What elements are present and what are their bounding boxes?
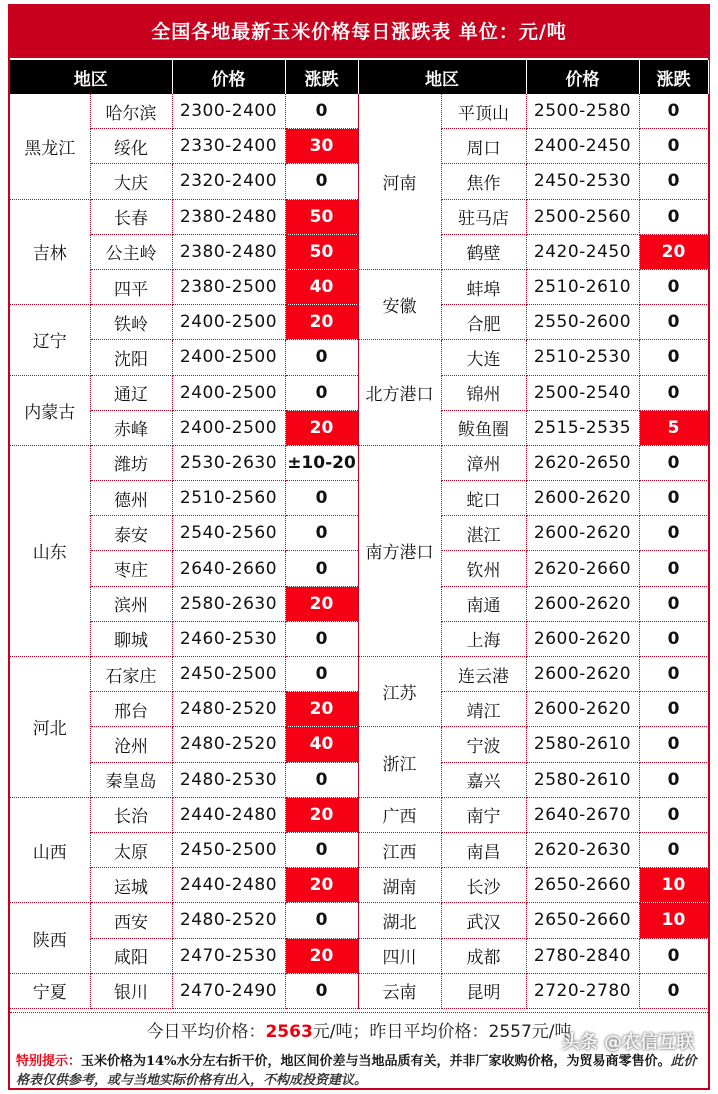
city-cell: 德州 (90, 481, 172, 516)
change-cell: 40 (285, 269, 358, 304)
change-cell: 0 (639, 305, 708, 340)
city-cell: 武汉 (441, 903, 526, 938)
price-cell: 2780-2840 (526, 938, 639, 973)
region-cell: 云南 (358, 973, 441, 1008)
region-cell: 湖北 (358, 903, 441, 938)
table-row (10, 94, 708, 129)
table-header (10, 60, 708, 94)
table-row (10, 657, 708, 692)
table-row (10, 938, 708, 973)
page-title: 全国各地最新玉米价格每日涨跌表 单位：元/吨 (10, 6, 708, 58)
table-row (10, 269, 708, 304)
price-cell: 2600-2620 (526, 586, 639, 621)
table-row (10, 797, 708, 832)
city-cell: 驻马店 (441, 199, 526, 234)
region-cell: 河北 (10, 657, 90, 798)
city-cell: 漳州 (441, 445, 526, 480)
change-cell: 20 (285, 868, 358, 903)
price-cell: 2530-2630 (172, 445, 285, 480)
city-cell: 昆明 (441, 973, 526, 1008)
price-cell: 2720-2780 (526, 973, 639, 1008)
today-avg-label: 今日平均价格： (146, 1022, 266, 1042)
change-cell: 50 (285, 199, 358, 234)
change-cell: 0 (285, 516, 358, 551)
region-cell: 江西 (358, 832, 441, 867)
table-row (10, 868, 708, 903)
note-disclaimer: 此价格表仅供参考，或与当地实际价格有出入，不构成投资建议。 (16, 1054, 697, 1088)
city-cell: 鲅鱼圈 (441, 410, 526, 445)
price-cell: 2300-2400 (172, 94, 285, 129)
city-cell: 银川 (90, 973, 172, 1008)
change-cell: 0 (639, 586, 708, 621)
price-cell: 2440-2480 (172, 868, 285, 903)
region-cell: 宁夏 (10, 973, 90, 1008)
city-cell: 钦州 (441, 551, 526, 586)
table-body (10, 94, 708, 1008)
price-cell: 2400-2500 (172, 375, 285, 410)
price-cell: 2620-2630 (526, 832, 639, 867)
change-cell: 0 (639, 481, 708, 516)
price-cell: 2510-2560 (172, 481, 285, 516)
change-cell: 0 (285, 481, 358, 516)
city-cell: 聊城 (90, 621, 172, 656)
city-cell: 泰安 (90, 516, 172, 551)
city-cell: 周口 (441, 129, 526, 164)
price-cell: 2420-2450 (526, 234, 639, 269)
header-region-left: 地区 (10, 60, 172, 94)
city-cell: 长春 (90, 199, 172, 234)
change-cell: 0 (285, 762, 358, 797)
city-cell: 西安 (90, 903, 172, 938)
price-cell: 2600-2620 (526, 692, 639, 727)
price-cell: 2510-2530 (526, 340, 639, 375)
city-cell: 焦作 (441, 164, 526, 199)
region-cell: 陕西 (10, 903, 90, 973)
change-cell: 20 (285, 586, 358, 621)
city-cell: 嘉兴 (441, 762, 526, 797)
change-cell: 0 (285, 94, 358, 129)
change-cell: 20 (285, 692, 358, 727)
note-text: 玉米价格为14%水分左右折干价，地区间价差与当地品质有关，并非厂家收购价格，为贸易商零售价。 (81, 1054, 671, 1069)
city-cell: 靖江 (441, 692, 526, 727)
change-cell: 0 (639, 657, 708, 692)
change-cell: ±10-20 (285, 445, 358, 480)
price-cell: 2320-2400 (172, 164, 285, 199)
city-cell: 太原 (90, 832, 172, 867)
price-cell: 2580-2630 (172, 586, 285, 621)
change-cell: 0 (639, 762, 708, 797)
city-cell: 邢台 (90, 692, 172, 727)
price-cell: 2380-2480 (172, 199, 285, 234)
change-cell: 0 (639, 375, 708, 410)
city-cell: 蚌埠 (441, 269, 526, 304)
city-cell: 锦州 (441, 375, 526, 410)
city-cell: 成都 (441, 938, 526, 973)
change-cell: 50 (285, 234, 358, 269)
table-row (10, 340, 708, 375)
header-region-right: 地区 (358, 60, 526, 94)
yesterday-avg-value: 2557 (488, 1022, 532, 1042)
header-price-left: 价格 (172, 60, 285, 94)
city-cell: 大庆 (90, 164, 172, 199)
change-cell: 0 (639, 938, 708, 973)
price-cell: 2400-2500 (172, 410, 285, 445)
price-cell: 2380-2500 (172, 269, 285, 304)
change-cell: 0 (639, 445, 708, 480)
city-cell: 湛江 (441, 516, 526, 551)
price-cell: 2515-2535 (526, 410, 639, 445)
city-cell: 合肥 (441, 305, 526, 340)
change-cell: 0 (639, 199, 708, 234)
city-cell: 鹤壁 (441, 234, 526, 269)
region-cell: 河南 (358, 94, 441, 269)
region-cell: 四川 (358, 938, 441, 973)
today-avg-value: 2563 (265, 1022, 313, 1042)
price-cell: 2500-2580 (526, 94, 639, 129)
change-cell: 20 (285, 410, 358, 445)
region-cell: 辽宁 (10, 305, 90, 375)
change-cell: 0 (285, 621, 358, 656)
city-cell: 潍坊 (90, 445, 172, 480)
table-row (10, 903, 708, 938)
price-cell: 2480-2520 (172, 692, 285, 727)
price-cell: 2550-2600 (526, 305, 639, 340)
price-cell: 2640-2670 (526, 797, 639, 832)
price-cell: 2620-2660 (526, 551, 639, 586)
header-price-right: 价格 (526, 60, 639, 94)
city-cell: 哈尔滨 (90, 94, 172, 129)
city-cell: 滨州 (90, 586, 172, 621)
city-cell: 赤峰 (90, 410, 172, 445)
price-cell: 2500-2560 (526, 199, 639, 234)
city-cell: 公主岭 (90, 234, 172, 269)
change-cell: 10 (639, 868, 708, 903)
price-cell: 2470-2490 (172, 973, 285, 1008)
change-cell: 0 (639, 727, 708, 762)
region-cell: 浙江 (358, 727, 441, 797)
change-cell: 0 (639, 94, 708, 129)
region-cell: 内蒙古 (10, 375, 90, 445)
price-cell: 2400-2500 (172, 305, 285, 340)
region-cell: 吉林 (10, 199, 90, 305)
city-cell: 枣庄 (90, 551, 172, 586)
region-cell: 山东 (10, 445, 90, 656)
change-cell: 0 (285, 973, 358, 1008)
price-cell: 2400-2450 (526, 129, 639, 164)
note-label: 特别提示： (16, 1054, 82, 1069)
header-change-right: 涨跌 (639, 60, 708, 94)
change-cell: 0 (639, 129, 708, 164)
region-cell: 江苏 (358, 657, 441, 727)
price-cell: 2600-2620 (526, 481, 639, 516)
city-cell: 上海 (441, 621, 526, 656)
city-cell: 连云港 (441, 657, 526, 692)
change-cell: 0 (639, 797, 708, 832)
city-cell: 长沙 (441, 868, 526, 903)
special-note (16, 1052, 704, 1090)
watermark: 头条 @农信互联 (561, 1032, 694, 1053)
header-change-left: 涨跌 (285, 60, 358, 94)
region-cell: 南方港口 (358, 445, 441, 656)
price-cell: 2330-2400 (172, 129, 285, 164)
region-cell: 山西 (10, 797, 90, 903)
price-cell: 2480-2520 (172, 727, 285, 762)
price-cell: 2450-2500 (172, 832, 285, 867)
city-cell: 平顶山 (441, 94, 526, 129)
price-cell: 2440-2480 (172, 797, 285, 832)
price-cell: 2480-2520 (172, 903, 285, 938)
change-cell: 0 (285, 657, 358, 692)
price-cell: 2480-2530 (172, 762, 285, 797)
change-cell: 0 (285, 375, 358, 410)
price-cell: 2650-2660 (526, 868, 639, 903)
price-cell: 2600-2620 (526, 516, 639, 551)
change-cell: 0 (639, 692, 708, 727)
change-cell: 0 (639, 973, 708, 1008)
city-cell: 沈阳 (90, 340, 172, 375)
city-cell: 秦皇岛 (90, 762, 172, 797)
city-cell: 宁波 (441, 727, 526, 762)
price-cell: 2580-2610 (526, 727, 639, 762)
change-cell: 0 (639, 164, 708, 199)
today-avg-unit: 元/吨； (312, 1022, 370, 1042)
city-cell: 咸阳 (90, 938, 172, 973)
change-cell: 0 (639, 516, 708, 551)
price-cell: 2500-2540 (526, 375, 639, 410)
price-cell: 2380-2480 (172, 234, 285, 269)
price-cell: 2540-2560 (172, 516, 285, 551)
price-table (10, 60, 709, 1009)
change-cell: 20 (285, 305, 358, 340)
yesterday-avg-unit: 元/吨 (531, 1022, 572, 1042)
city-cell: 蛇口 (441, 481, 526, 516)
price-cell: 2600-2620 (526, 621, 639, 656)
table-row (10, 973, 708, 1008)
price-cell: 2510-2610 (526, 269, 639, 304)
change-cell: 0 (285, 340, 358, 375)
price-cell: 2450-2500 (172, 657, 285, 692)
price-cell: 2620-2650 (526, 445, 639, 480)
city-cell: 大连 (441, 340, 526, 375)
yesterday-avg-label: 昨日平均价格： (369, 1022, 489, 1042)
change-cell: 0 (639, 621, 708, 656)
change-cell: 0 (639, 269, 708, 304)
change-cell: 5 (639, 410, 708, 445)
change-cell: 30 (285, 129, 358, 164)
change-cell: 0 (639, 832, 708, 867)
price-sheet (8, 4, 710, 1090)
table-row (10, 727, 708, 762)
change-cell: 0 (639, 340, 708, 375)
change-cell: 20 (285, 938, 358, 973)
city-cell: 沧州 (90, 727, 172, 762)
change-cell: 0 (639, 551, 708, 586)
region-cell: 北方港口 (358, 340, 441, 446)
city-cell: 南昌 (441, 832, 526, 867)
city-cell: 运城 (90, 868, 172, 903)
table-row (10, 445, 708, 480)
change-cell: 0 (285, 832, 358, 867)
city-cell: 铁岭 (90, 305, 172, 340)
region-cell: 湖南 (358, 868, 441, 903)
region-cell: 安徽 (358, 269, 441, 339)
city-cell: 南通 (441, 586, 526, 621)
price-cell: 2640-2660 (172, 551, 285, 586)
change-cell: 10 (639, 903, 708, 938)
price-cell: 2650-2660 (526, 903, 639, 938)
change-cell: 40 (285, 727, 358, 762)
city-cell: 四平 (90, 269, 172, 304)
city-cell: 绥化 (90, 129, 172, 164)
price-cell: 2460-2530 (172, 621, 285, 656)
change-cell: 0 (285, 164, 358, 199)
city-cell: 南宁 (441, 797, 526, 832)
change-cell: 0 (285, 551, 358, 586)
city-cell: 长治 (90, 797, 172, 832)
price-cell: 2400-2500 (172, 340, 285, 375)
table-row (10, 832, 708, 867)
city-cell: 石家庄 (90, 657, 172, 692)
region-cell: 广西 (358, 797, 441, 832)
price-cell: 2470-2530 (172, 938, 285, 973)
change-cell: 20 (639, 234, 708, 269)
change-cell: 0 (285, 903, 358, 938)
region-cell: 黑龙江 (10, 94, 90, 199)
price-cell: 2580-2610 (526, 762, 639, 797)
price-cell: 2600-2620 (526, 657, 639, 692)
change-cell: 20 (285, 797, 358, 832)
city-cell: 通辽 (90, 375, 172, 410)
price-cell: 2450-2530 (526, 164, 639, 199)
